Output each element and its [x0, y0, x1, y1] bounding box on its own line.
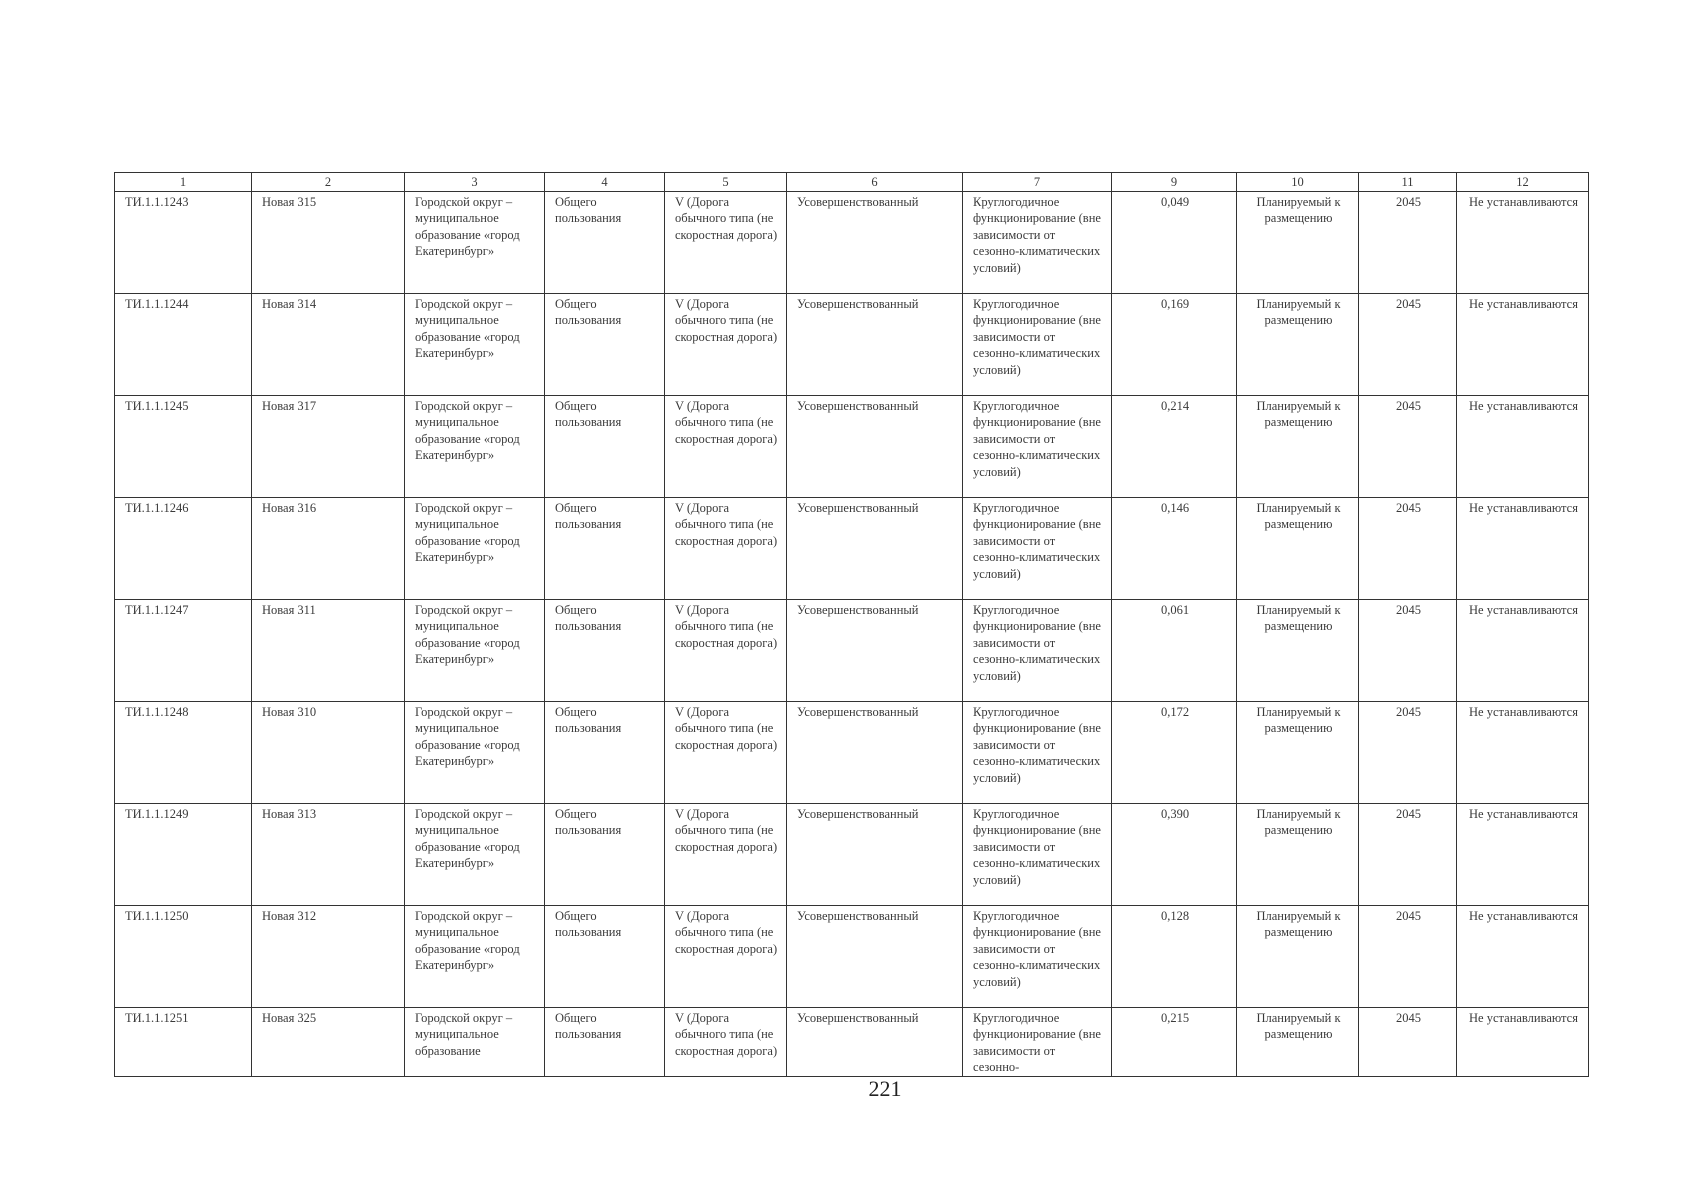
cell-road-purpose: Общего пользования [545, 906, 665, 1008]
cell-operation-mode: Круглогодичное функционирование (вне зависимости от сезонно-климатических условий) [963, 498, 1112, 600]
cell-road-purpose: Общего пользования [545, 1008, 665, 1077]
cell-length: 0,172 [1112, 702, 1237, 804]
cell-road-category: V (Дорога обычного типа (не скоростная дорога) [665, 498, 787, 600]
cell-year: 2045 [1359, 396, 1457, 498]
cell-zone: Не устанавливаются [1457, 396, 1589, 498]
cell-length: 0,146 [1112, 498, 1237, 600]
column-number: 2 [252, 173, 405, 192]
cell-status: Планируемый к размещению [1237, 192, 1359, 294]
cell-municipality: Городской округ – муниципальное образование «город Екатеринбург» [405, 294, 545, 396]
road-objects-table [114, 172, 1589, 1077]
cell-object-name: Новая 325 [252, 1008, 405, 1077]
cell-road-category: V (Дорога обычного типа (не скоростная дорога) [665, 702, 787, 804]
cell-object-id: ТИ.1.1.1246 [115, 498, 252, 600]
cell-operation-mode: Круглогодичное функционирование (вне зависимости от сезонно- [963, 1008, 1112, 1077]
cell-road-purpose: Общего пользования [545, 804, 665, 906]
table-header-row [115, 173, 1589, 192]
cell-object-name: Новая 313 [252, 804, 405, 906]
cell-year: 2045 [1359, 1008, 1457, 1077]
cell-zone: Не устанавливаются [1457, 1008, 1589, 1077]
cell-object-id: ТИ.1.1.1243 [115, 192, 252, 294]
cell-status: Планируемый к размещению [1237, 294, 1359, 396]
table-row [115, 498, 1589, 600]
cell-length: 0,061 [1112, 600, 1237, 702]
table-row [115, 906, 1589, 1008]
cell-surface-type: Усовершенствованный [787, 702, 963, 804]
table-row [115, 192, 1589, 294]
cell-operation-mode: Круглогодичное функционирование (вне зависимости от сезонно-климатических условий) [963, 192, 1112, 294]
cell-zone: Не устанавливаются [1457, 192, 1589, 294]
cell-object-name: Новая 316 [252, 498, 405, 600]
cell-status: Планируемый к размещению [1237, 804, 1359, 906]
cell-surface-type: Усовершенствованный [787, 192, 963, 294]
cell-year: 2045 [1359, 702, 1457, 804]
cell-object-name: Новая 315 [252, 192, 405, 294]
column-number: 9 [1112, 173, 1237, 192]
column-number: 6 [787, 173, 963, 192]
cell-municipality: Городской округ – муниципальное образование «город Екатеринбург» [405, 600, 545, 702]
cell-surface-type: Усовершенствованный [787, 600, 963, 702]
cell-municipality: Городской округ – муниципальное образование «город Екатеринбург» [405, 804, 545, 906]
cell-status: Планируемый к размещению [1237, 396, 1359, 498]
cell-year: 2045 [1359, 294, 1457, 396]
cell-object-name: Новая 312 [252, 906, 405, 1008]
page-number: 221 [868, 1076, 902, 1101]
cell-length: 0,049 [1112, 192, 1237, 294]
column-number: 7 [963, 173, 1112, 192]
column-number: 5 [665, 173, 787, 192]
cell-municipality: Городской округ – муниципальное образование «город Екатеринбург» [405, 906, 545, 1008]
cell-operation-mode: Круглогодичное функционирование (вне зависимости от сезонно-климатических условий) [963, 804, 1112, 906]
cell-municipality: Городской округ – муниципальное образование «город Екатеринбург» [405, 192, 545, 294]
cell-status: Планируемый к размещению [1237, 498, 1359, 600]
table-row [115, 804, 1589, 906]
cell-length: 0,215 [1112, 1008, 1237, 1077]
cell-road-purpose: Общего пользования [545, 600, 665, 702]
cell-zone: Не устанавливаются [1457, 294, 1589, 396]
cell-length: 0,214 [1112, 396, 1237, 498]
cell-object-id: ТИ.1.1.1245 [115, 396, 252, 498]
table-row [115, 396, 1589, 498]
table-row [115, 702, 1589, 804]
cell-object-name: Новая 317 [252, 396, 405, 498]
cell-road-category: V (Дорога обычного типа (не скоростная дорога) [665, 804, 787, 906]
cell-object-id: ТИ.1.1.1247 [115, 600, 252, 702]
cell-municipality: Городской округ – муниципальное образование [405, 1008, 545, 1077]
cell-year: 2045 [1359, 600, 1457, 702]
cell-operation-mode: Круглогодичное функционирование (вне зависимости от сезонно-климатических условий) [963, 294, 1112, 396]
cell-road-category: V (Дорога обычного типа (не скоростная дорога) [665, 1008, 787, 1077]
cell-road-purpose: Общего пользования [545, 192, 665, 294]
cell-surface-type: Усовершенствованный [787, 498, 963, 600]
column-number: 12 [1457, 173, 1589, 192]
cell-year: 2045 [1359, 192, 1457, 294]
table-row [115, 294, 1589, 396]
cell-status: Планируемый к размещению [1237, 600, 1359, 702]
cell-object-id: ТИ.1.1.1249 [115, 804, 252, 906]
cell-road-purpose: Общего пользования [545, 702, 665, 804]
cell-road-category: V (Дорога обычного типа (не скоростная дорога) [665, 294, 787, 396]
cell-zone: Не устанавливаются [1457, 804, 1589, 906]
cell-length: 0,390 [1112, 804, 1237, 906]
cell-zone: Не устанавливаются [1457, 600, 1589, 702]
cell-year: 2045 [1359, 906, 1457, 1008]
cell-road-category: V (Дорога обычного типа (не скоростная дорога) [665, 396, 787, 498]
cell-road-category: V (Дорога обычного типа (не скоростная дорога) [665, 192, 787, 294]
cell-status: Планируемый к размещению [1237, 702, 1359, 804]
cell-road-category: V (Дорога обычного типа (не скоростная дорога) [665, 906, 787, 1008]
cell-year: 2045 [1359, 804, 1457, 906]
cell-road-category: V (Дорога обычного типа (не скоростная дорога) [665, 600, 787, 702]
cell-object-name: Новая 311 [252, 600, 405, 702]
cell-operation-mode: Круглогодичное функционирование (вне зависимости от сезонно-климатических условий) [963, 702, 1112, 804]
table-row [115, 600, 1589, 702]
column-number: 10 [1237, 173, 1359, 192]
cell-zone: Не устанавливаются [1457, 702, 1589, 804]
cell-object-name: Новая 310 [252, 702, 405, 804]
cell-municipality: Городской округ – муниципальное образование «город Екатеринбург» [405, 498, 545, 600]
cell-municipality: Городской округ – муниципальное образование «город Екатеринбург» [405, 396, 545, 498]
cell-surface-type: Усовершенствованный [787, 1008, 963, 1077]
table-row [115, 1008, 1589, 1077]
cell-status: Планируемый к размещению [1237, 1008, 1359, 1077]
cell-object-id: ТИ.1.1.1248 [115, 702, 252, 804]
cell-zone: Не устанавливаются [1457, 906, 1589, 1008]
cell-object-id: ТИ.1.1.1244 [115, 294, 252, 396]
cell-road-purpose: Общего пользования [545, 396, 665, 498]
cell-zone: Не устанавливаются [1457, 498, 1589, 600]
cell-operation-mode: Круглогодичное функционирование (вне зависимости от сезонно-климатических условий) [963, 600, 1112, 702]
cell-object-id: ТИ.1.1.1250 [115, 906, 252, 1008]
cell-object-name: Новая 314 [252, 294, 405, 396]
cell-operation-mode: Круглогодичное функционирование (вне зависимости от сезонно-климатических условий) [963, 906, 1112, 1008]
column-number: 4 [545, 173, 665, 192]
cell-length: 0,169 [1112, 294, 1237, 396]
cell-surface-type: Усовершенствованный [787, 906, 963, 1008]
cell-status: Планируемый к размещению [1237, 906, 1359, 1008]
cell-surface-type: Усовершенствованный [787, 294, 963, 396]
cell-road-purpose: Общего пользования [545, 498, 665, 600]
column-number: 11 [1359, 173, 1457, 192]
column-number: 1 [115, 173, 252, 192]
cell-length: 0,128 [1112, 906, 1237, 1008]
cell-road-purpose: Общего пользования [545, 294, 665, 396]
column-number: 3 [405, 173, 545, 192]
cell-object-id: ТИ.1.1.1251 [115, 1008, 252, 1077]
cell-year: 2045 [1359, 498, 1457, 600]
cell-operation-mode: Круглогодичное функционирование (вне зависимости от сезонно-климатических условий) [963, 396, 1112, 498]
cell-surface-type: Усовершенствованный [787, 804, 963, 906]
cell-surface-type: Усовершенствованный [787, 396, 963, 498]
cell-municipality: Городской округ – муниципальное образование «город Екатеринбург» [405, 702, 545, 804]
